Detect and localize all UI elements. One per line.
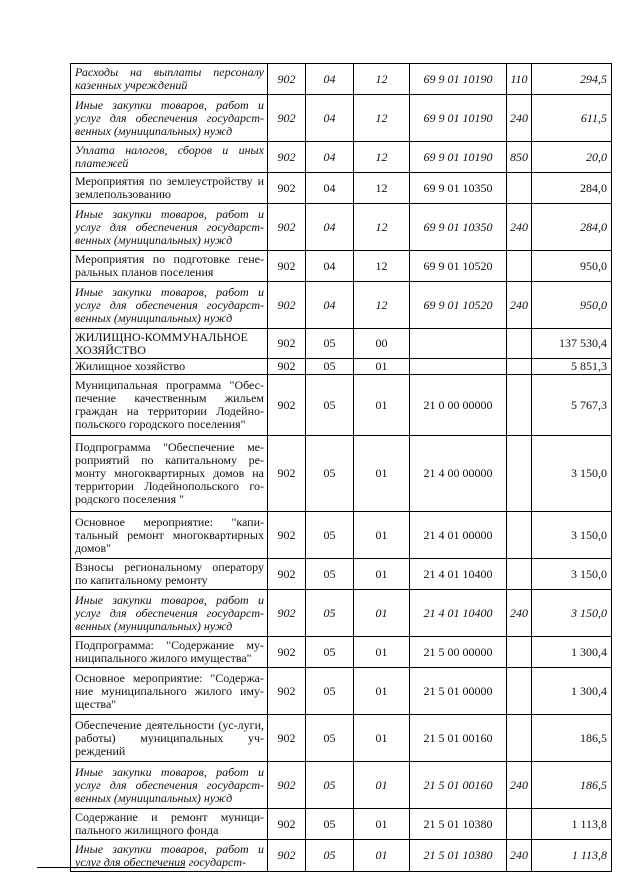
table-row [71,637,612,668]
cell-pr: 01 [354,668,410,715]
cell-csr: 21 5 01 00000 [410,668,507,715]
cell-adm: 902 [268,512,306,559]
cell-sum: 3 150,0 [532,512,612,559]
cell-sum: 137 530,4 [532,329,612,359]
cell-csr: 69 9 01 10190 [410,142,507,173]
cell-sum: 950,0 [532,251,612,282]
cell-sum: 5 767,3 [532,375,612,436]
cell-name: Взносы региональному оператору по капитальному ремонту [71,559,268,590]
cell-adm: 902 [268,715,306,762]
budget-rows [71,64,612,872]
table-row [71,375,612,436]
table-row [71,329,612,359]
cell-adm: 902 [268,809,306,840]
cell-rz: 04 [306,251,354,282]
cell-sum: 3 150,0 [532,436,612,512]
cell-csr: 69 9 01 10350 [410,173,507,204]
cell-rz: 05 [306,359,354,375]
cell-rz: 05 [306,715,354,762]
cell-name: ЖИЛИЩНО-КОММУНАЛЬНОЕ ХОЗЯЙСТВО [71,329,268,359]
cell-sum: 186,5 [532,715,612,762]
cell-adm: 902 [268,282,306,329]
cell-pr: 01 [354,809,410,840]
cell-csr: 21 4 00 00000 [410,436,507,512]
cell-sum: 1 113,8 [532,840,612,872]
cell-rz: 05 [306,668,354,715]
cell-sum: 284,0 [532,204,612,251]
table-row [71,715,612,762]
cell-vr [507,375,532,436]
cell-vr [507,173,532,204]
cell-csr: 69 9 01 10350 [410,204,507,251]
table-row [71,668,612,715]
cell-rz: 05 [306,559,354,590]
cell-pr: 01 [354,359,410,375]
table-row [71,64,612,95]
cell-adm: 902 [268,142,306,173]
cell-sum: 20,0 [532,142,612,173]
cell-vr: 240 [507,840,532,872]
cell-adm: 902 [268,329,306,359]
cell-pr: 01 [354,436,410,512]
cell-pr: 01 [354,590,410,637]
cell-rz: 04 [306,142,354,173]
cell-name: Жилищное хозяйство [71,359,268,375]
cell-name: Мероприятия по подготовке гене-ральных планов поселения [71,251,268,282]
cell-vr [507,436,532,512]
cell-sum: 1 113,8 [532,809,612,840]
cell-adm: 902 [268,251,306,282]
cell-sum: 1 300,4 [532,637,612,668]
cell-rz: 04 [306,204,354,251]
table-row [71,436,612,512]
cell-csr: 69 9 01 10190 [410,95,507,142]
cell-csr: 21 5 00 00000 [410,637,507,668]
cell-pr: 00 [354,329,410,359]
table-row [71,590,612,637]
table-row [71,251,612,282]
cell-pr: 12 [354,173,410,204]
cell-rz: 04 [306,64,354,95]
cell-sum: 284,0 [532,173,612,204]
cell-name: Подпрограмма: "Содержание му-ниципального жилого имущества" [71,637,268,668]
cell-rz: 05 [306,329,354,359]
cell-rz: 05 [306,840,354,872]
table-row [71,95,612,142]
cell-adm: 902 [268,173,306,204]
cell-rz: 04 [306,95,354,142]
cell-csr: 69 9 01 10520 [410,282,507,329]
cell-name: Иные закупки товаров, работ и услуг для обеспечения государст- [71,840,268,872]
cell-name: Содержание и ремонт муници-пального жилищного фонда [71,809,268,840]
cell-rz: 05 [306,809,354,840]
cell-vr: 240 [507,282,532,329]
cell-adm: 902 [268,375,306,436]
cell-name: Иные закупки товаров, работ и услуг для обеспечения государст-венных (муниципальных) нужд [71,762,268,809]
cell-sum: 294,5 [532,64,612,95]
table-row [71,142,612,173]
cell-adm: 902 [268,436,306,512]
cell-csr: 21 5 01 00160 [410,762,507,809]
table-row [71,204,612,251]
cell-csr: 21 5 01 00160 [410,715,507,762]
cell-rz: 04 [306,282,354,329]
cell-vr [507,809,532,840]
cell-pr: 01 [354,637,410,668]
cell-name: Иные закупки товаров, работ и услуг для обеспечения государст-венных (муниципальных) нужд [71,95,268,142]
cell-pr: 01 [354,715,410,762]
cell-sum: 1 300,4 [532,668,612,715]
cell-pr: 01 [354,559,410,590]
cell-vr: 240 [507,590,532,637]
budget-table [70,63,612,872]
cell-sum: 3 150,0 [532,590,612,637]
cell-csr: 69 9 01 10190 [410,64,507,95]
cell-pr: 12 [354,95,410,142]
cell-name: Подпрограмма "Обеспечение ме-роприятий по капитальному ре-монту многоквартирных домов на территории Лодейнопольского го-родского поселения " [71,436,268,512]
footnote-separator [37,867,185,868]
cell-vr: 110 [507,64,532,95]
cell-adm: 902 [268,95,306,142]
cell-pr: 12 [354,64,410,95]
cell-name: Иные закупки товаров, работ и услуг для обеспечения государст-венных (муниципальных) нужд [71,590,268,637]
cell-csr: 69 9 01 10520 [410,251,507,282]
cell-name: Мероприятия по землеустройству и землепользованию [71,173,268,204]
table-row [71,282,612,329]
cell-vr [507,512,532,559]
cell-pr: 01 [354,375,410,436]
cell-name: Муниципальная программа "Обес-печение качественным жильем граждан на территории Лодейно-польского городского поселения" [71,375,268,436]
cell-sum: 3 150,0 [532,559,612,590]
cell-vr [507,559,532,590]
cell-name: Обеспечение деятельности (ус-луги, работы) муниципальных уч-реждений [71,715,268,762]
cell-vr [507,251,532,282]
cell-sum: 950,0 [532,282,612,329]
cell-sum: 611,5 [532,95,612,142]
cell-csr [410,359,507,375]
cell-pr: 01 [354,512,410,559]
cell-vr [507,668,532,715]
cell-pr: 01 [354,762,410,809]
cell-rz: 05 [306,762,354,809]
cell-name: Иные закупки товаров, работ и услуг для обеспечения государст-венных (муниципальных) нужд [71,204,268,251]
cell-rz: 05 [306,590,354,637]
cell-adm: 902 [268,590,306,637]
cell-vr: 240 [507,204,532,251]
cell-rz: 05 [306,512,354,559]
cell-csr: 21 4 01 10400 [410,590,507,637]
cell-name: Иные закупки товаров, работ и услуг для обеспечения государст-венных (муниципальных) нужд [71,282,268,329]
cell-csr: 21 4 01 00000 [410,512,507,559]
cell-sum: 186,5 [532,762,612,809]
cell-name: Уплата налогов, сборов и иных платежей [71,142,268,173]
cell-vr [507,359,532,375]
table-row [71,762,612,809]
cell-adm: 902 [268,204,306,251]
cell-vr [507,715,532,762]
cell-csr: 21 5 01 10380 [410,809,507,840]
cell-name: Основное мероприятие: "Содержа-ние муниципального жилого иму-щества" [71,668,268,715]
cell-vr: 240 [507,95,532,142]
cell-rz: 04 [306,173,354,204]
table-row [71,559,612,590]
cell-vr [507,637,532,668]
table-row [71,173,612,204]
table-row [71,359,612,375]
cell-rz: 05 [306,375,354,436]
cell-csr [410,329,507,359]
cell-vr: 240 [507,762,532,809]
cell-csr: 21 5 01 10380 [410,840,507,872]
cell-vr: 850 [507,142,532,173]
cell-csr: 21 0 00 00000 [410,375,507,436]
cell-pr: 12 [354,251,410,282]
cell-adm: 902 [268,559,306,590]
table-row [71,512,612,559]
cell-pr: 01 [354,840,410,872]
cell-csr: 21 4 01 10400 [410,559,507,590]
cell-name: Основное мероприятие: "капи-тальный ремонт многоквартирных домов" [71,512,268,559]
cell-name: Расходы на выплаты персоналу казенных учреждений [71,64,268,95]
table-row [71,809,612,840]
cell-vr [507,329,532,359]
cell-adm: 902 [268,840,306,872]
cell-pr: 12 [354,142,410,173]
cell-adm: 902 [268,359,306,375]
cell-pr: 12 [354,282,410,329]
cell-adm: 902 [268,637,306,668]
cell-adm: 902 [268,668,306,715]
cell-pr: 12 [354,204,410,251]
cell-adm: 902 [268,762,306,809]
cell-sum: 5 851,3 [532,359,612,375]
cell-rz: 05 [306,637,354,668]
cell-rz: 05 [306,436,354,512]
cell-adm: 902 [268,64,306,95]
